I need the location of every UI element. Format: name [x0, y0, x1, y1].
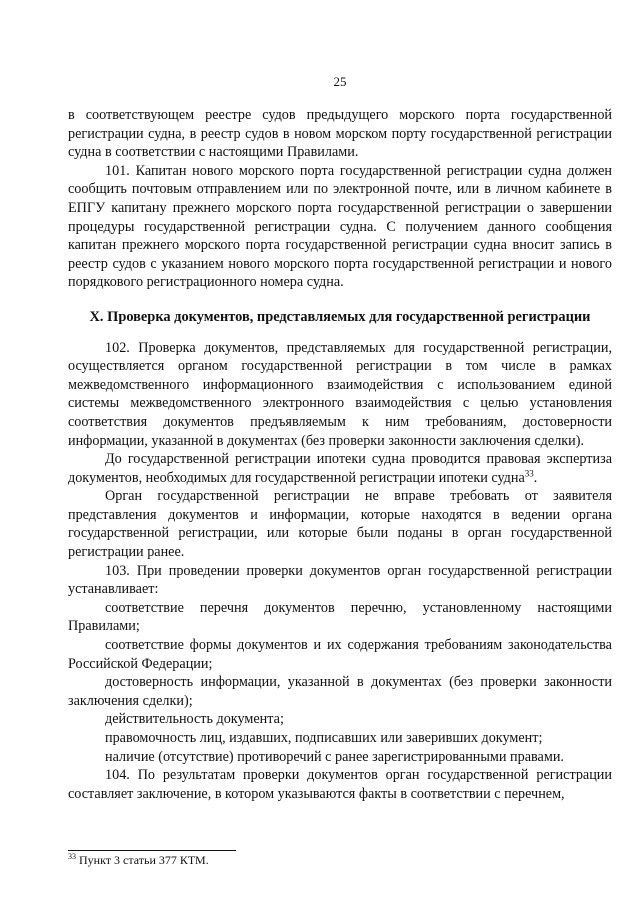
list-item: правомочность лиц, издавших, подписавших или заверивших документ; — [105, 730, 543, 746]
list-item: наличие (отсутствие) противоречий с ранее зарегистрированными правами. — [105, 748, 564, 765]
page-number: 25 — [333, 74, 347, 89]
paragraph-ipoteka: До государственной регистрации ипотеки судна проводится правовая экспертиза документов, необходимых для государственной регистрации ипотеки судна$^{33}$. — [68, 451, 612, 486]
paragraph-ipoteka-text: До государственной регистрации ипотеки судна проводится правовая экспертиза документов, необходимых для государственной регистрации ипотеки судна — [68, 451, 612, 486]
paragraph-continuation: в соответствующем реестре судов предыдущего морского порта государственной регистрации судна, в реестр судов в новом морском порту государственной регистрации судна в соответствии с настоящими Правилами. — [68, 107, 612, 161]
document-body — [68, 106, 612, 803]
list-item: соответствие формы документов и их содержания требованиям законодательства Российской Федерации; — [68, 637, 612, 672]
footnote — [68, 853, 209, 868]
paragraph-103: 103. При проведении проверки документов орган государственной регистрации устанавливает: — [68, 562, 612, 598]
paragraph-104: 104. По результатам проверки документов орган государственной регистрации составляет заключение, в котором указываются факты в соответствии с перечнем, — [68, 767, 612, 802]
section-heading: X. Проверка документов, представляемых для государственной регистрации — [89, 308, 591, 325]
paragraph-101: 101. Капитан нового морского порта государственной регистрации судна должен сообщить почтовым отправлением или по электронной почте, или в личном кабинете в ЕПГУ капитану прежнего морского порта государственной регистрации о завершении процедуры государственной регистрации судна. С получением данного сообщения капитан прежнего морского порта государственной регистрации судна вносит запись в реестр судов с указанием нового морского порта государственной регистрации и нового порядкового регистрационного номера судна. — [68, 162, 612, 291]
list-item: достоверность информации, указанной в документах (без проверки законности заключения сделки); — [68, 674, 612, 709]
paragraph-102: 102. Проверка документов, представляемых для государственной регистрации, осуществляется органом государственной регистрации в том числе в рамках межведомственного информационного взаимодействия с использованием единой системы межведомственного электронного взаимодействия с целью установления соответствия документов предъявляемым к ним требованиям, достоверности информации, указанной в документах (без проверки законности заключения сделки). — [68, 339, 612, 449]
list-item: действительность документа; — [105, 711, 284, 728]
paragraph-organ: Орган государственной регистрации не вправе требовать от заявителя представления документов и информации, которые находятся в ведении органа государственной регистрации, или которые были поданы в орган государственной регистрации ранее. — [68, 488, 612, 561]
footnote-text: Пункт 3 статьи 377 КТМ. — [79, 853, 209, 867]
footnote-reference: 33 — [524, 467, 534, 478]
footnote-divider — [68, 850, 236, 851]
footnote-number: 33 — [68, 852, 76, 861]
list-item: соответствие перечня документов перечню, установленному настоящими Правилами; — [68, 599, 612, 635]
